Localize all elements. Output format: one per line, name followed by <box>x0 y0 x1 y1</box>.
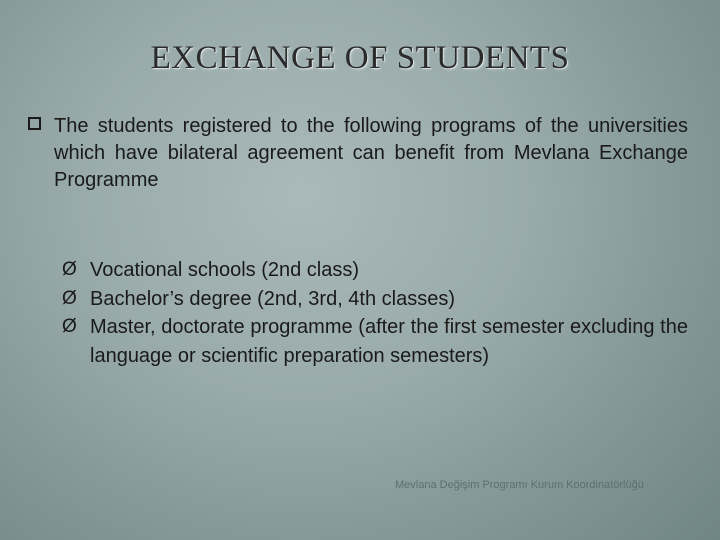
arrow-bullet-icon: Ø <box>62 259 77 280</box>
list-item <box>62 313 688 370</box>
main-bullet <box>28 113 688 194</box>
main-bullet-text: The students registered to the following programs of the universities which have bilateral agreement can benefit from Mevlana Exchange Programme <box>54 115 688 191</box>
sub-bullet-text: Bachelor’s degree (2nd, 3rd, 4th classes) <box>90 287 456 310</box>
arrow-bullet-icon: Ø <box>62 316 77 337</box>
slide-title: EXCHANGE OF STUDENTS <box>150 40 570 76</box>
sub-bullet-text: Vocational schools (2nd class) <box>90 259 360 281</box>
list-item <box>62 285 688 314</box>
arrow-bullet-icon: Ø <box>62 287 77 309</box>
sub-bullet-text: Master, doctorate programme (after the first semester excluding the language or scientific preparation semesters) <box>90 316 688 367</box>
sub-bullet-list <box>62 256 688 370</box>
footer-text: Mevlana Değişim Programı Kurum Koordinatörlüğü <box>395 479 644 491</box>
list-item <box>62 256 688 285</box>
hollow-square-bullet-icon <box>28 117 41 130</box>
